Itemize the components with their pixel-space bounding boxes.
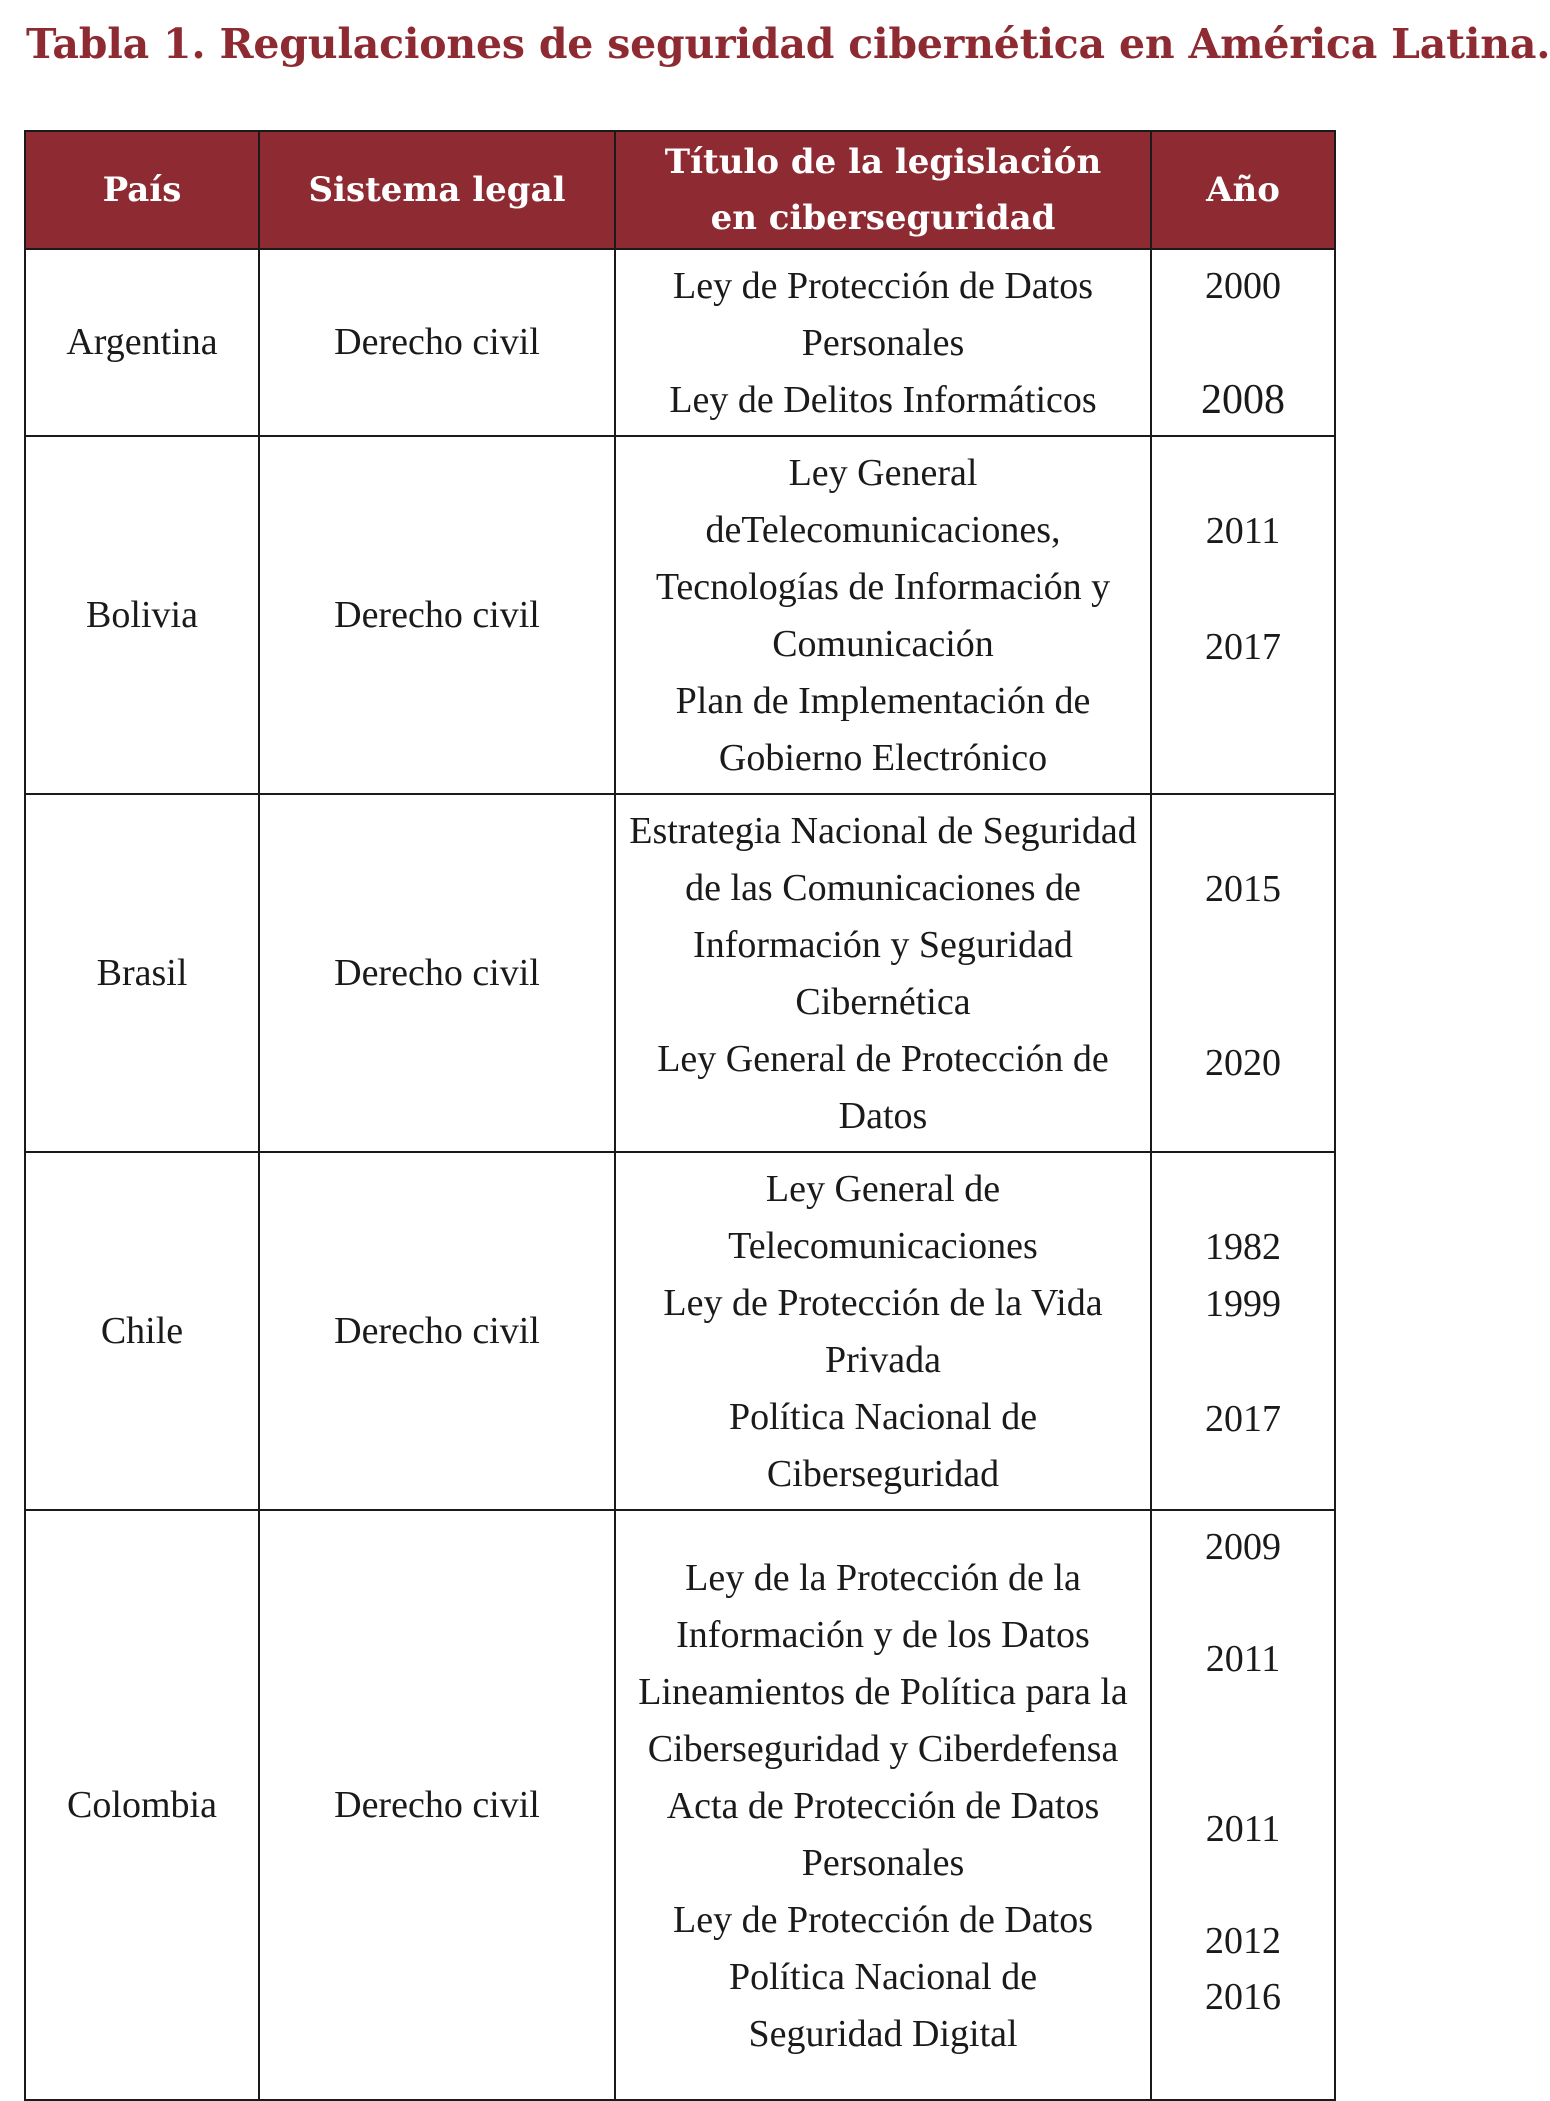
- year-cell: [1151, 436, 1335, 794]
- law-title: Ley General de Protección de Datos: [657, 1038, 1109, 1137]
- legislation-cell: [615, 794, 1151, 1152]
- legislation-cell: [615, 1152, 1151, 1510]
- law-title: Estrategia Nacional de Seguridad de las Comunicaciones de Información y Seguridad Cibernética: [629, 810, 1137, 1023]
- table-row: [25, 436, 1335, 794]
- law-title: Ley de Delitos Informáticos: [669, 379, 1097, 421]
- year-cell: [1151, 1510, 1335, 2100]
- year-cell: [1151, 1152, 1335, 1510]
- header-row: [25, 131, 1335, 249]
- legal-system-cell: Derecho civil: [259, 249, 615, 436]
- header-titulo: Título de la legislación en ciberseguridad: [615, 131, 1151, 249]
- law-title: Política Nacional de Seguridad Digital: [728, 1955, 1038, 2055]
- country-cell: Bolivia: [25, 436, 259, 794]
- year-value: 2008: [1201, 377, 1285, 423]
- table-title: Tabla 1. Regulaciones de seguridad cibernética en América Latina.: [26, 20, 1550, 68]
- year-value: 1999: [1205, 1283, 1281, 1325]
- table-row: [25, 249, 1335, 436]
- year-value: 2017: [1205, 1398, 1281, 1440]
- legal-system-cell: Derecho civil: [259, 794, 615, 1152]
- law-title: Plan de Implementación de Gobierno Electrónico: [675, 680, 1091, 779]
- country-cell: Colombia: [25, 1510, 259, 2100]
- legal-system-cell: Derecho civil: [259, 1152, 615, 1510]
- header-sistema-legal: Sistema legal: [259, 131, 615, 249]
- year-cell: [1151, 249, 1335, 436]
- year-cell: [1151, 794, 1335, 1152]
- law-title: Política Nacional de Ciberseguridad: [728, 1396, 1038, 1495]
- country-cell: Chile: [25, 1152, 259, 1510]
- country-cell: Argentina: [25, 249, 259, 436]
- header-anio: Año: [1151, 131, 1335, 249]
- regulations-table: [24, 130, 1336, 2101]
- year-value: 1982: [1205, 1226, 1281, 1268]
- year-value: 2015: [1205, 868, 1281, 910]
- legislation-cell: [615, 1510, 1151, 2100]
- law-title: Lineamientos de Política para la Ciberseguridad y Ciberdefensa: [638, 1670, 1128, 1770]
- legislation-cell: [615, 436, 1151, 794]
- year-value: 2011: [1205, 510, 1281, 552]
- year-value: 2011: [1205, 1638, 1281, 1680]
- law-title: Ley General de Telecomunicaciones: [728, 1168, 1038, 1267]
- law-title: Ley de Protección de Datos: [673, 1898, 1093, 1941]
- table-row: [25, 1510, 1335, 2100]
- year-value: 2009: [1205, 1526, 1281, 1568]
- table-row: [25, 1152, 1335, 1510]
- law-title: Ley de Protección de la Vida Privada: [663, 1282, 1103, 1381]
- year-value: 2011: [1205, 1808, 1281, 1850]
- table-row: [25, 794, 1335, 1152]
- legal-system-cell: Derecho civil: [259, 436, 615, 794]
- country-cell: Brasil: [25, 794, 259, 1152]
- year-value: 2020: [1205, 1042, 1281, 1084]
- year-value: 2016: [1205, 1976, 1281, 2018]
- law-title: Ley de la Protección de la Información y de los Datos: [676, 1556, 1090, 1656]
- law-title: Ley General deTelecomunicaciones, Tecnologías de Información y Comunicación: [655, 452, 1111, 665]
- law-title: Ley de Protección de Datos Personales: [673, 265, 1093, 364]
- legal-system-cell: Derecho civil: [259, 1510, 615, 2100]
- year-value: 2000: [1205, 265, 1281, 307]
- year-value: 2017: [1205, 626, 1281, 668]
- year-value: 2012: [1205, 1920, 1281, 1962]
- law-title: Acta de Protección de Datos Personales: [666, 1784, 1100, 1884]
- legislation-cell: [615, 249, 1151, 436]
- header-pais: País: [25, 131, 259, 249]
